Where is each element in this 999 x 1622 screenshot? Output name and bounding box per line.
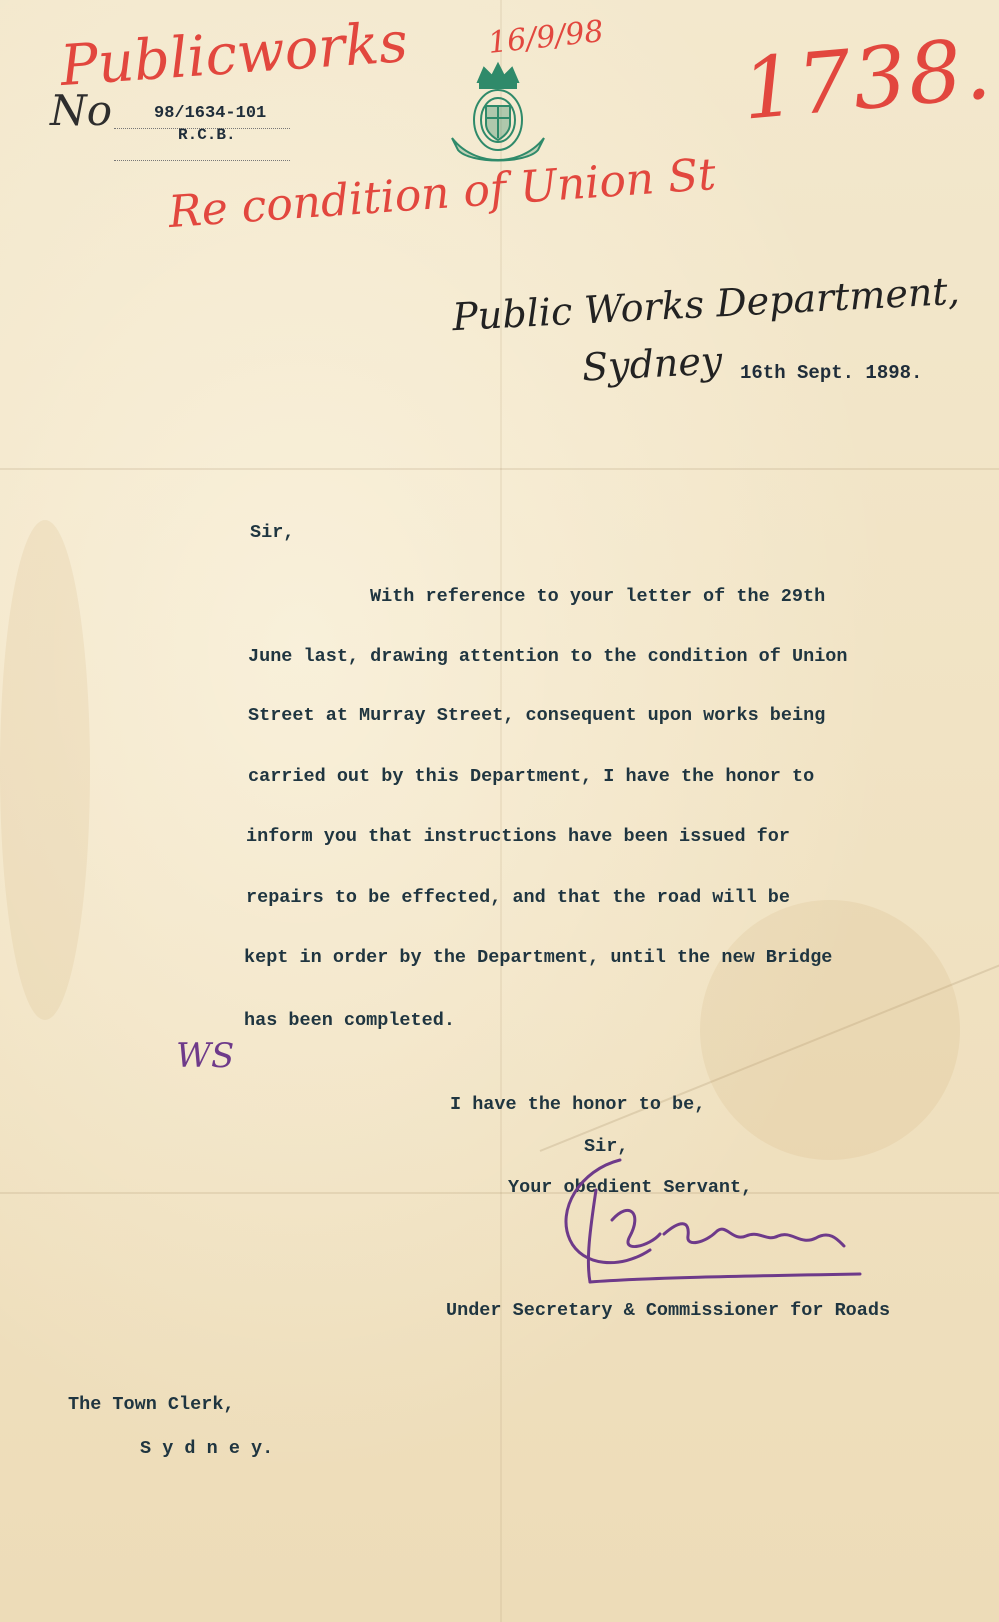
crown-seal-icon bbox=[446, 60, 550, 168]
salutation: Sir, bbox=[250, 522, 295, 543]
dotted-line bbox=[114, 160, 290, 161]
department-letterhead: Public Works Department, bbox=[451, 268, 961, 340]
closing-salutation: Sir, bbox=[584, 1136, 629, 1157]
body-line: carried out by this Department, I have the honor to bbox=[248, 766, 815, 787]
addressee-city: S y d n e y. bbox=[140, 1438, 274, 1459]
body-line: kept in order by the Department, until the new Bridge bbox=[244, 947, 833, 968]
body-line: has been completed. bbox=[244, 1010, 455, 1031]
body-line: With reference to your letter of the 29th bbox=[370, 586, 826, 607]
paper-stain bbox=[0, 520, 90, 1020]
letterhead-city: Sydney bbox=[580, 338, 724, 390]
handwritten-department-note: Publicworks bbox=[58, 9, 410, 100]
handwritten-number: 1738. bbox=[738, 19, 997, 139]
paper-fold bbox=[500, 0, 502, 1622]
closing-line: Your obedient Servant, bbox=[508, 1177, 753, 1198]
body-line: Street at Murray Street, consequent upon works being bbox=[248, 705, 826, 726]
body-line: June last, drawing attention to the condition of Union bbox=[248, 646, 848, 667]
file-initials: R.C.B. bbox=[178, 126, 236, 144]
file-number: 98/1634-101 bbox=[154, 104, 267, 123]
closing-line: I have the honor to be, bbox=[450, 1094, 706, 1115]
body-line: inform you that instructions have been issued for bbox=[246, 826, 790, 847]
reference-block bbox=[50, 86, 300, 166]
addressee-name: The Town Clerk, bbox=[68, 1394, 235, 1415]
body-line: repairs to be effected, and that the road will be bbox=[246, 887, 790, 908]
signatory-title: Under Secretary & Commissioner for Roads bbox=[446, 1300, 891, 1321]
signature-icon bbox=[560, 1150, 890, 1310]
handwritten-subject: Re condition of Union St bbox=[166, 148, 718, 239]
handwritten-initials: WS bbox=[176, 1036, 235, 1076]
letter-date: 16th Sept. 1898. bbox=[740, 362, 923, 384]
paper-stain bbox=[700, 900, 960, 1160]
number-label: No bbox=[50, 86, 113, 135]
handwritten-date: 16/9/98 bbox=[486, 14, 606, 61]
